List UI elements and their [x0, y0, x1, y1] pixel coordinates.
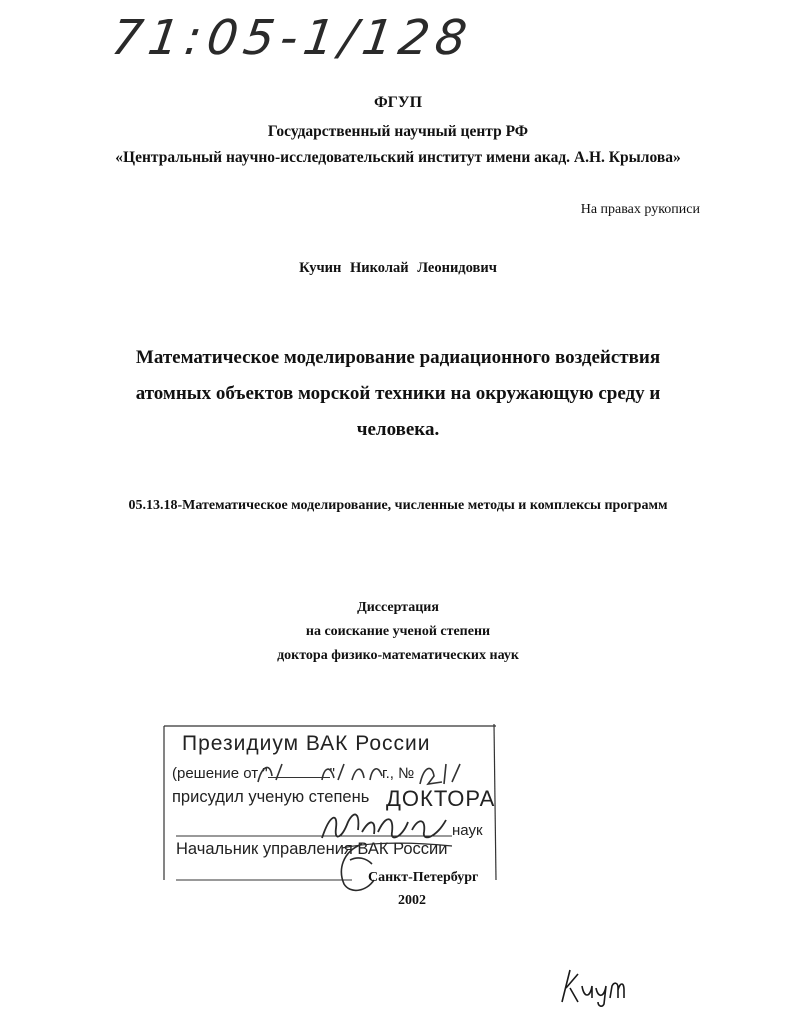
stamp-head-of-department: Начальник управления ВАК России — [176, 840, 448, 858]
title-line-1: Математическое моделирование радиационного воздействия — [135, 347, 661, 368]
org-institute-name: «Центральный научно-исследовательский институт имени акад. А.Н. Крылова» — [115, 149, 681, 166]
org-research-center: Государственный научный центр РФ — [267, 123, 529, 140]
year: 2002 — [398, 893, 426, 908]
stamp-title: Президиум ВАК России — [182, 732, 431, 755]
title-line-2: атомных объектов морской техники на окружающую среду и — [135, 383, 661, 404]
stamp-signature — [332, 840, 382, 896]
manuscript-rights: На правах рукописи — [580, 202, 700, 217]
stamp-decision-mid: " — [329, 765, 335, 782]
stamp-award-text: присудил ученую степень — [172, 788, 370, 806]
dissertation-label: Диссертация — [357, 600, 439, 615]
stamp-decision-prefix: (решение от " — [172, 765, 268, 782]
archive-number: 71:05-1/128 — [108, 10, 476, 66]
degree-name: доктора физико-математических наук — [277, 648, 519, 663]
stamp-year-number-label: г., № — [382, 765, 415, 782]
vak-stamp — [162, 722, 498, 882]
title-line-3: человека. — [356, 419, 440, 440]
stamp-handwritten-date — [252, 758, 472, 788]
author-name: Кучин Николай Леонидович — [299, 260, 497, 276]
stamp-degree: ДОКТОРА — [386, 786, 496, 811]
city: Санкт-Петербург — [368, 870, 479, 885]
specialty-code: 05.13.18-Математическое моделирование, численные методы и комплексы программ — [128, 498, 668, 513]
degree-purpose: на соискание ученой степени — [305, 624, 491, 639]
dissertation-title — [0, 340, 796, 448]
stamp-field-suffix: наук — [452, 822, 483, 839]
org-name-short: ФГУП — [373, 94, 423, 111]
author-signature — [556, 964, 628, 1008]
